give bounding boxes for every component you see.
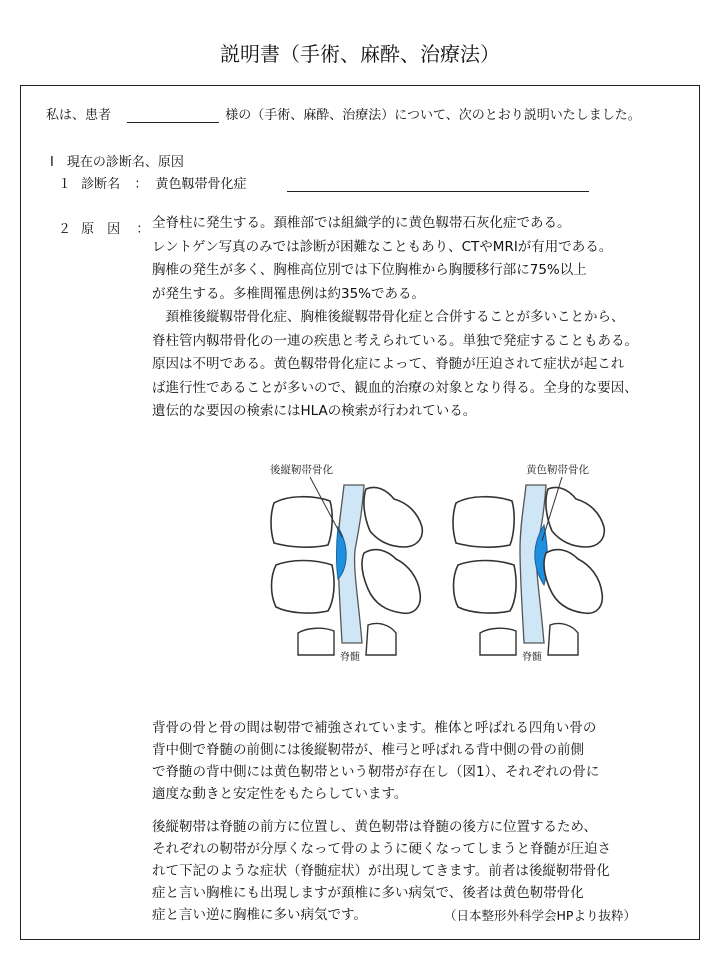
lamina (546, 487, 604, 547)
cause-num: ２ (58, 222, 72, 237)
diagnosis-num: １ (58, 177, 72, 192)
lamina (366, 623, 396, 655)
section-heading: Ⅰ 現在の診断名、原因 (50, 155, 184, 170)
explanation-line: 症と言い胸椎にも出現しますが頚椎に多い病気で、後者は黄色靭帯骨化 (152, 885, 584, 901)
explanation-line: れて下記のような症状（脊髄症状）が出現してきます。前者は後縦靭帯骨化 (152, 863, 610, 879)
explanation-line: 後縦靭帯は脊髄の前方に位置し、黄色靭帯は脊髄の後方に位置するため、 (152, 819, 597, 835)
lamina (362, 550, 420, 614)
patient-name-blank[interactable] (127, 110, 219, 123)
explanation-line: それぞれの靭帯が分厚くなって骨のように硬くなってしまうと脊髄が圧迫さ (152, 841, 611, 857)
explanation-line: で脊髄の背中側には黄色靭帯という靭帯が存在し（図1）、それぞれの骨に (152, 764, 600, 780)
cause-colon: ： (136, 222, 150, 237)
diagnosis-label: 診断名 (81, 177, 121, 192)
lamina (548, 623, 578, 655)
cause-line: 頚椎後縦靱帯骨化症、胸椎後縦靱帯骨化症と合併することが多いことから、 (152, 309, 625, 325)
right-cord-label: 脊髄 (522, 652, 542, 663)
explanation-line: 背骨の骨と骨の間は靭帯で補強されています。椎体と呼ばれる四角い骨の (152, 720, 597, 736)
lamina (364, 487, 422, 547)
diagnosis-colon: ： (134, 177, 148, 192)
vertebral-body (453, 497, 514, 547)
page-title: 説明書（手術、麻酔、治療法） (220, 42, 500, 66)
left-cord-label: 脊髄 (340, 652, 360, 663)
vertebral-body (272, 561, 335, 614)
cause-line: が発生する。多椎間罹患例は約35%である。 (152, 285, 426, 302)
source-citation: （日本整形外科学会HPより抜粋） (444, 908, 636, 923)
vertebral-body (480, 628, 516, 655)
spine-illustration (258, 455, 618, 670)
diagnosis-row (58, 173, 589, 192)
vertebral-body (298, 628, 334, 655)
right-spine-diagram (453, 463, 604, 663)
cause-line: レントゲン写真のみでは診断が困難なこともあり、CTやMRIが有用である。 (152, 238, 613, 255)
vertebral-body (271, 497, 332, 547)
explanation-line: 症と言い逆に胸椎に多い病気です。 (152, 907, 367, 923)
cause-label-row (58, 218, 149, 237)
right-figure-label: 黄色靭帯骨化 (526, 464, 589, 476)
intro-line (46, 104, 641, 123)
left-spine-diagram (270, 463, 422, 663)
intro-suffix: 様の（手術、麻酔、治療法）について、次のとおり説明いたしました。 (225, 108, 641, 123)
cause-line: 原因は不明である。黄色靱帯骨化症によって、脊髄が圧迫されて症状が起これ (152, 356, 625, 372)
cause-label: 原 因 (81, 222, 121, 237)
left-figure-label: 後縦靭帯骨化 (270, 464, 333, 476)
intro-prefix: 私は、患者 (46, 108, 112, 123)
cause-line: 胸椎の発生が多く、胸椎高位別では下位胸椎から胸腰移行部に75%以上 (152, 262, 587, 278)
explanation-paragraph-1 (152, 717, 599, 805)
explanation-line: 適度な動きと安定性をもたらしています。 (152, 786, 408, 802)
cause-paragraph (152, 212, 638, 424)
cause-line: 脊柱管内靱帯骨化の一連の疾患と考えられている。単独で発症することもある。 (152, 332, 638, 349)
cause-line: 全脊柱に発生する。頚椎部では組織学的に黄色靱帯石灰化症である。 (152, 215, 571, 231)
cause-line: ば進行性であることが多いので、観血的治療の対象となり得る。全身的な要因、 (152, 379, 638, 396)
cause-line: 遺伝的な要因の検索にはHLAの検索が行われている。 (152, 403, 477, 419)
diagnosis-value: 黄色靱帯骨化症 (155, 177, 247, 192)
explanation-line: 背中側で脊髄の前側には後縦靭帯が、椎弓と呼ばれる背中側の骨の前側 (152, 742, 584, 758)
vertebral-body (454, 561, 517, 614)
diagnosis-blank[interactable] (287, 179, 589, 192)
spine-figure (258, 455, 618, 670)
lamina (544, 550, 602, 614)
